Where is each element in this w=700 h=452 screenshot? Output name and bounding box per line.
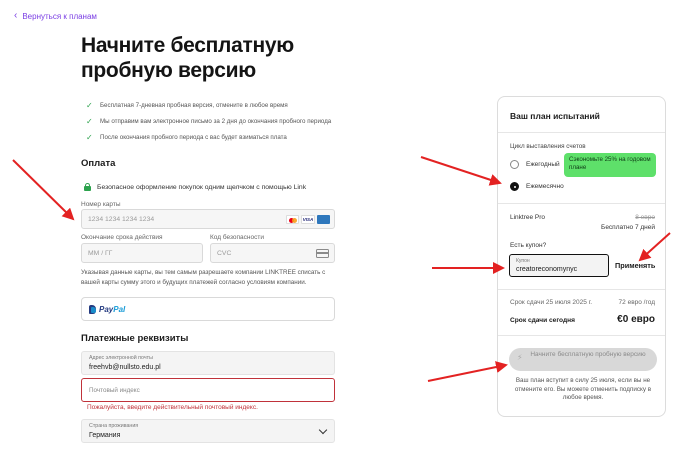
benefit-text: Бесплатная 7-дневная пробная версия, отмените в любое время [100, 101, 288, 109]
back-label: Вернуться к планам [22, 11, 97, 21]
card-back-icon [316, 249, 329, 258]
list-item [86, 113, 336, 129]
yearly-savings-badge: Сэкономьте 25% на годовом плане [564, 153, 656, 177]
radio-monthly[interactable] [510, 182, 519, 191]
plan-fine-print: Ваш план вступит в силу 25 июля, если вы не отмените его. Вы можете отменить подписку в любое время. [514, 377, 652, 401]
card-number-input[interactable] [81, 209, 335, 229]
chevron-down-icon [319, 426, 327, 434]
email-label: Адрес электронной почты [89, 355, 153, 361]
start-trial-button[interactable] [509, 348, 657, 371]
country-label: Страна проживания [89, 423, 139, 429]
postal-code-field[interactable] [81, 378, 335, 402]
old-price: 8 евро [635, 214, 655, 221]
arrow-to-monthly-option [421, 157, 500, 183]
card-authorization-text: Указывая данные карты, вы тем самым разрешаете компании LINKTREE списать с вашей карты сумму этого и будущих платежей согласно условиям компании. [81, 269, 326, 286]
expiry-input[interactable] [81, 243, 203, 263]
paypal-button[interactable] [81, 297, 335, 321]
benefit-text: Мы отправим вам электронное письмо за 2 дня до окончания пробного периода [100, 117, 332, 125]
check-icon: ✓ [86, 116, 93, 126]
paypal-pay: Pay [99, 304, 114, 314]
lightning-icon: ⚡ [517, 353, 523, 362]
payment-section-title: Оплата [81, 158, 116, 169]
list-item [86, 129, 336, 145]
due-date-label: Срок сдачи 25 июля 2025 г. [510, 299, 593, 306]
radio-yearly[interactable] [510, 160, 519, 169]
yearly-label: Ежегодный [526, 161, 560, 168]
monthly-label: Ежемесячно [526, 183, 564, 190]
paypal-logo-text [99, 305, 125, 314]
billing-cycle-label: Цикл выставления счетов [510, 143, 586, 150]
cvc-placeholder: CVC [217, 249, 232, 257]
divider [498, 289, 665, 290]
check-icon: ✓ [86, 132, 93, 142]
check-icon: ✓ [86, 100, 93, 110]
coupon-question: Есть купон? [510, 242, 547, 249]
visa-icon: VISA [302, 217, 314, 222]
postal-code-label: Почтовый индекс [89, 387, 140, 394]
card-number-label: Номер карты [81, 201, 121, 208]
trial-plan-panel [497, 96, 666, 417]
secure-text: Безопасное оформление покупок одним щелчком с помощью Link [97, 183, 307, 191]
due-date-price: 72 евро /год [618, 299, 655, 306]
trial-note: Бесплатно 7 дней [601, 224, 655, 231]
email-value: freehvb@nullsto.edu.pl [89, 364, 161, 371]
divider [498, 203, 665, 204]
due-today-value: €0 евро [617, 314, 655, 325]
coupon-value: creatoreconomynyc [516, 266, 578, 273]
cvc-input[interactable] [210, 243, 335, 263]
back-to-plans-link[interactable] [14, 11, 97, 21]
amex-icon [317, 215, 330, 224]
list-item [86, 97, 336, 113]
expiry-label: Окончание срока действия [81, 234, 163, 241]
mastercard-icon [286, 215, 299, 224]
email-field[interactable] [81, 351, 335, 375]
divider [498, 335, 665, 336]
benefit-text: После окончания пробного периода с вас будет взиматься плата [100, 133, 287, 141]
postal-code-error: Пожалуйста, введите действительный почтовый индекс. [87, 404, 258, 411]
billing-section-title: Платежные реквизиты [81, 333, 189, 344]
arrow-to-card-number [13, 160, 73, 219]
due-today-label: Срок сдачи сегодня [510, 317, 575, 324]
coupon-label: Купон [516, 258, 530, 264]
apply-coupon-button[interactable]: Применять [615, 261, 656, 270]
arrow-to-trial-button [428, 365, 506, 381]
secure-checkout-note [84, 183, 306, 191]
product-name: Linktree Pro [510, 214, 546, 221]
expiry-placeholder: ММ / ГГ [88, 249, 113, 257]
cvc-label: Код безопасности [210, 234, 264, 241]
card-brand-logos [286, 215, 330, 224]
paypal-pal: Pal [113, 304, 126, 314]
lock-icon [84, 183, 91, 191]
card-number-placeholder: 1234 1234 1234 1234 [88, 215, 155, 223]
chevron-left-icon: ‹ [14, 10, 18, 21]
coupon-input[interactable] [509, 254, 609, 277]
divider [498, 132, 665, 133]
benefits-list [86, 97, 336, 145]
country-value: Германия [89, 432, 121, 439]
country-select[interactable] [81, 419, 335, 443]
paypal-icon [89, 305, 96, 314]
plan-title: Ваш план испытаний [510, 111, 600, 121]
start-trial-label: Начните бесплатную пробную версию [530, 351, 646, 358]
page-title: Начните бесплатную пробную версию [81, 34, 294, 82]
